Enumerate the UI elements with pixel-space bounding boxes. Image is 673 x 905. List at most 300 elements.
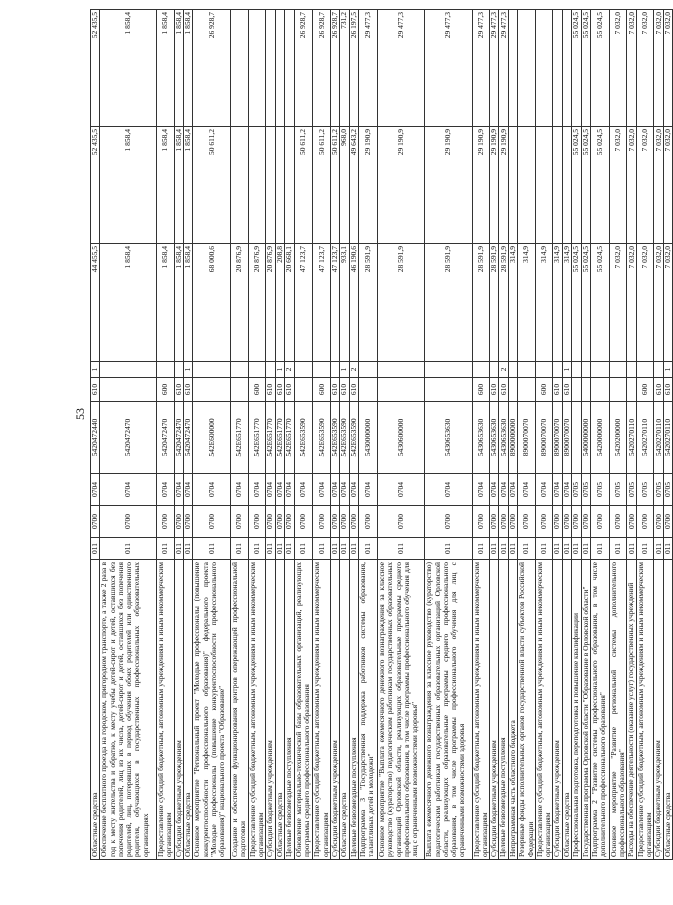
row-rz-cell: 0700 [518,506,536,538]
row-sm-cell [330,362,339,378]
row-cs-cell: 542E653590 [294,402,313,474]
row-gr-cell: 011 [193,538,231,560]
row-sm-cell [231,362,249,378]
row-y3-cell: 1 858,4 [174,10,183,127]
row-y1-cell: 314,9 [508,244,517,362]
row-sm-cell [472,362,490,378]
row-pr-cell: 0705 [654,474,663,506]
row-name-cell: Целевые безвозмездные поступления [285,560,294,860]
row-cs-cell: 5420270110 [627,402,636,474]
row-vr-cell: 600 [472,378,490,402]
row-sm-cell [572,362,581,378]
row-name-cell: Профессиональная подготовка, переподготовка и повышение квалификации [572,560,581,860]
row-gr-cell: 011 [562,538,571,560]
table-body [91,10,673,860]
table-row [425,10,472,860]
table-row [193,10,231,860]
row-pr-cell: 0704 [340,474,349,506]
row-sm-cell [581,362,590,378]
rotated-table-container [90,10,672,860]
table-row [572,10,581,860]
row-pr-cell: 0704 [553,474,562,506]
row-vr-cell: 610 [340,378,349,402]
row-name-cell: Предоставление субсидий бюджетным, автономным учреждениям и иным некоммерческим организациям [157,560,175,860]
row-vr-cell: 610 [499,378,508,402]
row-vr-cell: 610 [285,378,294,402]
row-gr-cell: 011 [535,538,553,560]
row-pr-cell: 0704 [425,474,472,506]
row-y1-cell: 68 000,6 [193,244,231,362]
row-pr-cell: 0704 [518,474,536,506]
row-pr-cell: 0705 [572,474,581,506]
row-cs-cell: 5420472440 [91,402,100,474]
row-gr-cell: 011 [349,538,358,560]
row-y2-cell: 50 611,2 [330,127,339,244]
row-rz-cell: 0700 [294,506,313,538]
row-cs-cell: 5430000000 [359,402,378,474]
row-name-cell: Подпрограмма 3 "Государственная поддержка работников системы образования, талантливых детей и молодежи" [359,560,378,860]
row-sm-cell [490,362,499,378]
row-pr-cell: 0704 [266,474,275,506]
row-y3-cell: 29 477,3 [499,10,508,127]
row-rz-cell: 0700 [581,506,590,538]
table-row [553,10,562,860]
row-vr-cell [378,378,425,402]
row-name-cell: Областные средства [562,560,571,860]
table-row [285,10,294,860]
row-y2-cell: 50 611,2 [294,127,313,244]
row-gr-cell: 011 [294,538,313,560]
row-pr-cell: 0704 [275,474,284,506]
row-name-cell: Субсидии бюджетным учреждениям [654,560,663,860]
row-gr-cell: 011 [499,538,508,560]
row-y3-cell [266,10,275,127]
row-vr-cell [294,378,313,402]
row-pr-cell: 0705 [663,474,672,506]
row-y2-cell [508,127,517,244]
row-vr-cell: 610 [184,378,193,402]
row-y3-cell [248,10,266,127]
row-gr-cell: 011 [636,538,654,560]
row-y2-cell: 55 024,5 [581,127,590,244]
row-y2-cell [285,127,294,244]
row-rz-cell: 0700 [609,506,627,538]
row-gr-cell: 011 [508,538,517,560]
row-gr-cell: 011 [378,538,425,560]
row-y3-cell: 7 032,0 [636,10,654,127]
row-rz-cell: 0700 [636,506,654,538]
row-y3-cell [562,10,571,127]
row-y1-cell: 28 591,9 [359,244,378,362]
row-sm-cell [193,362,231,378]
row-y1-cell: 20 876,9 [266,244,275,362]
row-rz-cell: 0700 [553,506,562,538]
row-name-cell: Предоставление субсидий бюджетным, автономным учреждениям и иным некоммерческим организациям [535,560,553,860]
row-y1-cell: 28 591,9 [472,244,490,362]
row-pr-cell: 0704 [285,474,294,506]
row-sm-cell [654,362,663,378]
row-rz-cell: 0700 [425,506,472,538]
row-y3-cell: 29 477,3 [378,10,425,127]
table-row [266,10,275,860]
row-y1-cell: 1 858,4 [174,244,183,362]
row-gr-cell: 011 [490,538,499,560]
row-sm-cell: 1 [663,362,672,378]
row-gr-cell: 011 [663,538,672,560]
row-y2-cell: 7 032,0 [663,127,672,244]
row-vr-cell [359,378,378,402]
row-gr-cell: 011 [472,538,490,560]
row-y1-cell: 933,1 [340,244,349,362]
table-row [275,10,284,860]
row-y2-cell: 29 190,9 [472,127,490,244]
row-gr-cell: 011 [340,538,349,560]
row-y3-cell: 26 197,5 [349,10,358,127]
row-y3-cell [285,10,294,127]
row-y2-cell: 55 024,5 [572,127,581,244]
row-gr-cell: 011 [313,538,331,560]
row-gr-cell: 011 [100,538,157,560]
row-sm-cell [508,362,517,378]
row-y1-cell: 314,9 [553,244,562,362]
row-cs-cell: 542E651770 [248,402,266,474]
row-y1-cell: 20 876,9 [248,244,266,362]
row-y2-cell: 52 435,5 [91,127,100,244]
row-cs-cell: 542E651770 [285,402,294,474]
row-cs-cell: 5420000000 [591,402,610,474]
table-row [359,10,378,860]
row-vr-cell: 610 [562,378,571,402]
row-sm-cell [553,362,562,378]
row-vr-cell [581,378,590,402]
row-sm-cell: 2 [285,362,294,378]
row-cs-cell: 8900070070 [518,402,536,474]
row-y3-cell [518,10,536,127]
row-rz-cell: 0700 [508,506,517,538]
row-y1-cell: 1 858,4 [184,244,193,362]
row-y1-cell: 28 591,9 [378,244,425,362]
table-row [663,10,672,860]
row-y2-cell: 29 190,9 [359,127,378,244]
row-sm-cell [157,362,175,378]
row-rz-cell: 0700 [490,506,499,538]
row-y2-cell: 968,0 [340,127,349,244]
row-gr-cell: 011 [627,538,636,560]
row-cs-cell: 5420472470 [157,402,175,474]
row-sm-cell: 1 [562,362,571,378]
row-y3-cell: 1 858,4 [157,10,175,127]
row-y1-cell: 20 876,9 [231,244,249,362]
row-gr-cell: 011 [275,538,284,560]
row-y2-cell: 7 032,0 [654,127,663,244]
row-vr-cell [100,378,157,402]
table-row [518,10,536,860]
row-rz-cell: 0700 [91,506,100,538]
row-cs-cell: 8900070070 [535,402,553,474]
row-name-cell: Областные средства [663,560,672,860]
row-sm-cell [518,362,536,378]
row-rz-cell: 0700 [535,506,553,538]
row-gr-cell: 011 [266,538,275,560]
row-pr-cell: 0704 [294,474,313,506]
row-y2-cell: 1 858,4 [174,127,183,244]
row-y1-cell: 1 858,4 [157,244,175,362]
row-y3-cell: 55 024,5 [591,10,610,127]
row-y2-cell: 1 858,4 [157,127,175,244]
row-name-cell: Непрограммная часть областного бюджета [508,560,517,860]
row-y3-cell: 55 024,5 [572,10,581,127]
row-y3-cell [275,10,284,127]
row-y1-cell: 314,9 [518,244,536,362]
row-y3-cell: 52 435,5 [91,10,100,127]
row-pr-cell: 0704 [349,474,358,506]
row-name-cell: Обновление материально-технической базы образовательных организаций, реализующих программы среднего профессионального образования [294,560,313,860]
row-cs-cell: 5420270110 [654,402,663,474]
row-y2-cell: 7 032,0 [636,127,654,244]
row-cs-cell: 5430653630 [425,402,472,474]
row-vr-cell: 610 [266,378,275,402]
row-pr-cell: 0704 [91,474,100,506]
row-cs-cell: 5420472470 [174,402,183,474]
row-y2-cell: 7 032,0 [627,127,636,244]
row-y2-cell: 50 611,2 [193,127,231,244]
table-row [535,10,553,860]
table-row [627,10,636,860]
row-rz-cell: 0700 [313,506,331,538]
row-rz-cell: 0700 [572,506,581,538]
row-gr-cell: 011 [609,538,627,560]
row-y1-cell: 55 024,5 [591,244,610,362]
row-cs-cell: 542E653590 [313,402,331,474]
row-y1-cell: 44 455,5 [91,244,100,362]
row-name-cell: Создание и обеспечение функционирования центров опережающей профессиональной подготовки [231,560,249,860]
row-cs-cell: 5420200000 [609,402,627,474]
row-y2-cell: 55 024,5 [591,127,610,244]
row-y3-cell: 1 858,4 [184,10,193,127]
row-rz-cell: 0700 [562,506,571,538]
row-y3-cell: 55 024,5 [581,10,590,127]
row-sm-cell: 2 [349,362,358,378]
row-y3-cell: 7 032,0 [663,10,672,127]
row-vr-cell [425,378,472,402]
row-y1-cell: 314,9 [535,244,553,362]
row-name-cell: Резервные фонды исполнительных органов государственной власти субъектов Российской Федерации [518,560,536,860]
row-sm-cell [313,362,331,378]
row-vr-cell [627,378,636,402]
row-y1-cell: 47 123,7 [294,244,313,362]
row-y1-cell: 28 591,9 [499,244,508,362]
row-pr-cell: 0705 [636,474,654,506]
row-y3-cell: 26 928,7 [193,10,231,127]
table-row [100,10,157,860]
row-gr-cell: 011 [654,538,663,560]
table-row [330,10,339,860]
row-sm-cell [425,362,472,378]
row-pr-cell: 0705 [627,474,636,506]
row-rz-cell: 0700 [330,506,339,538]
row-gr-cell: 011 [91,538,100,560]
row-vr-cell: 610 [91,378,100,402]
row-name-cell: Областные средства [91,560,100,860]
row-rz-cell: 0700 [174,506,183,538]
row-name-cell: Субсидии бюджетным учреждениям [174,560,183,860]
row-y1-cell: 55 024,5 [572,244,581,362]
row-rz-cell: 0700 [193,506,231,538]
row-vr-cell [231,378,249,402]
row-rz-cell: 0700 [359,506,378,538]
row-y1-cell: 7 032,0 [663,244,672,362]
row-name-cell: Областные средства [340,560,349,860]
row-cs-cell: 542E651770 [275,402,284,474]
row-y3-cell [508,10,517,127]
row-pr-cell: 0704 [330,474,339,506]
row-cs-cell: 542E600000 [193,402,231,474]
row-cs-cell: 8900070070 [553,402,562,474]
row-rz-cell: 0700 [184,506,193,538]
row-vr-cell [508,378,517,402]
row-rz-cell: 0700 [499,506,508,538]
row-pr-cell: 0704 [508,474,517,506]
row-y1-cell: 28 591,9 [490,244,499,362]
row-name-cell: Государственная программа Орловской области "Образование в Орловской области" [581,560,590,860]
row-y1-cell: 208,8 [275,244,284,362]
row-pr-cell: 0704 [359,474,378,506]
table-row [499,10,508,860]
row-pr-cell: 0704 [562,474,571,506]
row-sm-cell [174,362,183,378]
table-row [294,10,313,860]
row-pr-cell: 0705 [581,474,590,506]
row-gr-cell: 011 [285,538,294,560]
row-pr-cell: 0704 [184,474,193,506]
row-sm-cell [294,362,313,378]
table-row [313,10,331,860]
row-y3-cell: 26 928,7 [313,10,331,127]
row-y2-cell [535,127,553,244]
row-pr-cell: 0704 [157,474,175,506]
table-row [591,10,610,860]
row-y2-cell: 29 190,9 [499,127,508,244]
row-pr-cell: 0704 [248,474,266,506]
row-rz-cell: 0700 [275,506,284,538]
row-gr-cell: 011 [425,538,472,560]
row-pr-cell: 0704 [231,474,249,506]
row-sm-cell [609,362,627,378]
row-sm-cell [359,362,378,378]
row-gr-cell: 011 [174,538,183,560]
row-name-cell: Субсидии бюджетным учреждениям [553,560,562,860]
row-sm-cell [248,362,266,378]
row-name-cell: Основное мероприятие "Развитие региональной системы дополнительного профессионального образования" [609,560,627,860]
row-y2-cell: 29 190,9 [378,127,425,244]
row-vr-cell: 610 [654,378,663,402]
row-name-cell: Областные средства [275,560,284,860]
row-y3-cell: 26 928,7 [294,10,313,127]
row-y2-cell [266,127,275,244]
table-row [248,10,266,860]
row-y3-cell: 29 477,3 [490,10,499,127]
row-vr-cell: 610 [490,378,499,402]
row-name-cell: Субсидии бюджетным учреждениям [490,560,499,860]
row-sm-cell [627,362,636,378]
row-cs-cell: 542E653590 [340,402,349,474]
row-gr-cell: 011 [157,538,175,560]
row-rz-cell: 0700 [285,506,294,538]
row-pr-cell: 0704 [313,474,331,506]
row-sm-cell [535,362,553,378]
row-y1-cell: 7 032,0 [609,244,627,362]
row-cs-cell: 5430653630 [472,402,490,474]
row-pr-cell: 0704 [490,474,499,506]
row-vr-cell: 610 [330,378,339,402]
row-y1-cell: 1 858,4 [100,244,157,362]
row-cs-cell [572,402,581,474]
row-sm-cell [100,362,157,378]
row-vr-cell: 610 [349,378,358,402]
row-rz-cell: 0700 [472,506,490,538]
row-sm-cell: 1 [275,362,284,378]
row-rz-cell: 0700 [231,506,249,538]
row-vr-cell: 610 [663,378,672,402]
row-gr-cell: 011 [231,538,249,560]
row-pr-cell: 0704 [378,474,425,506]
row-y3-cell [231,10,249,127]
row-y2-cell [562,127,571,244]
row-y1-cell: 47 123,7 [313,244,331,362]
row-rz-cell: 0700 [157,506,175,538]
row-y2-cell: 29 190,9 [490,127,499,244]
table-row [654,10,663,860]
row-rz-cell: 0700 [378,506,425,538]
row-y2-cell: 1 858,4 [100,127,157,244]
row-y2-cell [275,127,284,244]
row-vr-cell: 600 [157,378,175,402]
row-y1-cell: 20 668,1 [285,244,294,362]
row-sm-cell: 1 [184,362,193,378]
row-y1-cell: 314,9 [562,244,571,362]
row-y2-cell [553,127,562,244]
row-cs-cell: 8900070070 [562,402,571,474]
table-row [378,10,425,860]
row-y2-cell: 49 643,2 [349,127,358,244]
row-cs-cell: 5430600000 [378,402,425,474]
row-pr-cell: 0704 [174,474,183,506]
row-sm-cell [378,362,425,378]
row-pr-cell: 0704 [535,474,553,506]
row-name-cell: Расходы на обеспечение деятельности (оказание услуг) государственных учреждений [627,560,636,860]
row-name-cell: Предоставление субсидий бюджетным, автономным учреждениям и иным некоммерческим организациям [313,560,331,860]
row-vr-cell: 600 [313,378,331,402]
row-cs-cell: 5430653630 [490,402,499,474]
row-vr-cell [609,378,627,402]
row-vr-cell: 610 [275,378,284,402]
row-pr-cell: 0704 [472,474,490,506]
row-pr-cell: 0704 [100,474,157,506]
row-gr-cell: 011 [518,538,536,560]
row-y1-cell: 7 032,0 [636,244,654,362]
row-gr-cell: 011 [591,538,610,560]
row-rz-cell: 0700 [266,506,275,538]
row-y3-cell [553,10,562,127]
table-row [157,10,175,860]
row-gr-cell: 011 [184,538,193,560]
row-name-cell: Основное мероприятие "Выплата ежемесячного денежного вознаграждения за классное руководство (кураторство) педагогическим работникам государственных образовательных организаций Орловской области, реализующих образовательные программы среднего профессионального образования, в том числе программы профессионального обучения для лиц с ограниченными возможностями здоровья" [378,560,425,860]
row-y2-cell [231,127,249,244]
row-y3-cell: 7 032,0 [654,10,663,127]
row-rz-cell: 0700 [627,506,636,538]
row-name-cell: Выплата ежемесячного денежного вознаграждения за классное руководство (кураторство) педагогическим работникам государственных образовательных организаций Орловской области, реализующих образовательные программы среднего профессионального образования, в том числе программы профессионального обучения для лиц с ограниченными возможностями здоровья [425,560,472,860]
row-y3-cell: 29 477,3 [472,10,490,127]
